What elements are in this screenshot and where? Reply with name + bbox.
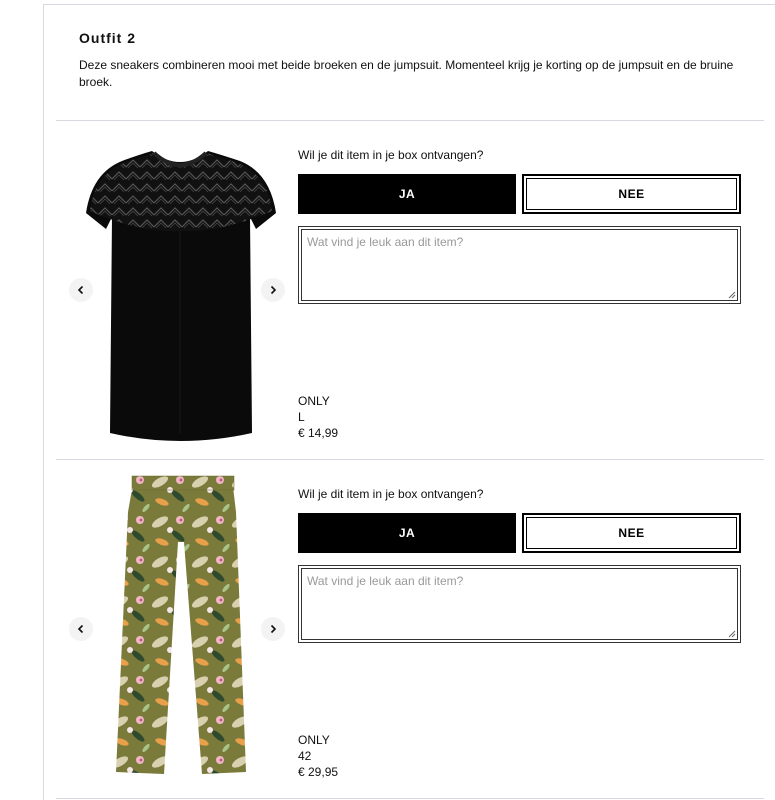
item-brand: ONLY [298, 733, 330, 747]
item-brand: ONLY [298, 394, 330, 408]
item-price: € 14,99 [298, 426, 339, 440]
item-details [298, 393, 338, 441]
resize-handle-icon[interactable] [727, 290, 736, 299]
item-question: Wil je dit item in je box ontvangen? [298, 148, 484, 162]
item-details [298, 732, 338, 780]
item-size: L [298, 410, 305, 424]
resize-handle-icon[interactable] [727, 629, 736, 638]
product-image [70, 133, 290, 443]
chevron-right-icon [268, 285, 278, 295]
item-size: 42 [298, 749, 312, 763]
comment-textarea[interactable] [298, 226, 741, 304]
yes-button[interactable]: JA [298, 174, 516, 214]
yes-button[interactable]: JA [298, 513, 516, 553]
item-card [56, 460, 764, 798]
no-button[interactable]: NEE [522, 174, 741, 214]
comment-placeholder: Wat vind je leuk aan dit item? [307, 574, 464, 588]
comment-placeholder: Wat vind je leuk aan dit item? [307, 235, 464, 249]
product-image [70, 472, 290, 782]
black-top-image [70, 133, 290, 443]
chevron-right-icon [268, 624, 278, 634]
next-image-button[interactable] [261, 617, 285, 641]
outfit-description: Deze sneakers combineren mooi met beide broeken en de jumpsuit. Momenteel krijg je korting op de jumpsuit en de bruine broek. [79, 58, 734, 89]
comment-textarea[interactable] [298, 565, 741, 643]
no-button[interactable]: NEE [522, 513, 741, 553]
outfit-header [79, 30, 739, 91]
chevron-left-icon [76, 285, 86, 295]
floral-trousers-image [70, 472, 290, 782]
item-card [56, 121, 764, 459]
item-question: Wil je dit item in je box ontvangen? [298, 487, 484, 501]
divider [56, 798, 764, 799]
item-price: € 29,95 [298, 765, 339, 779]
prev-image-button[interactable] [69, 278, 93, 302]
prev-image-button[interactable] [69, 617, 93, 641]
chevron-left-icon [76, 624, 86, 634]
next-image-button[interactable] [261, 278, 285, 302]
outfit-title: Outfit 2 [79, 30, 136, 46]
